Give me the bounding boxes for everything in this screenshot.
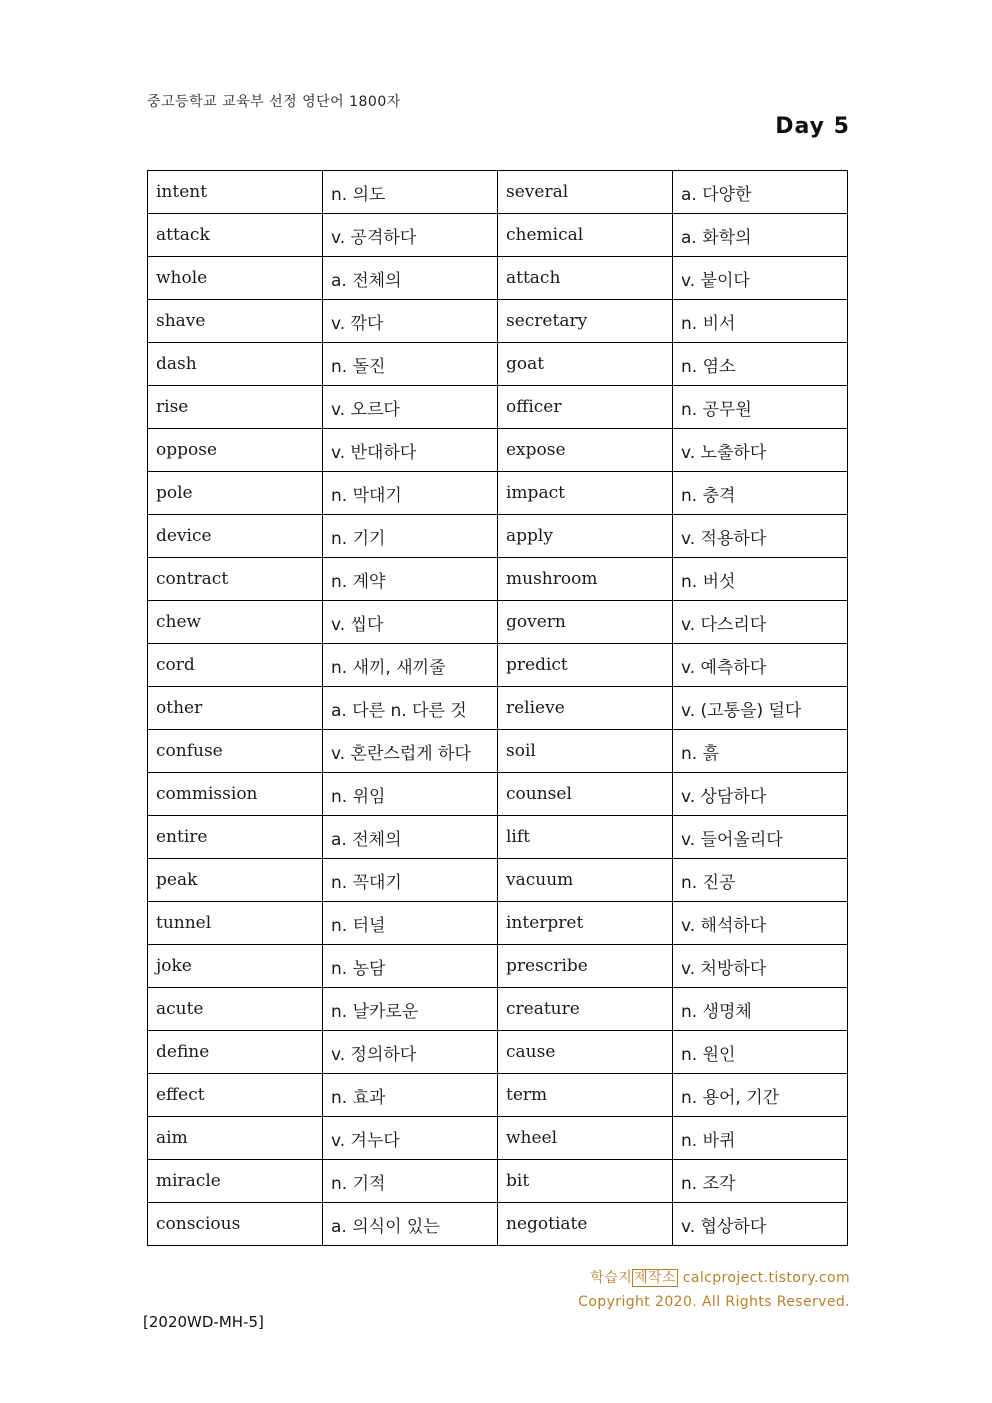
word-left: cord bbox=[148, 644, 323, 687]
brand-prefix: 학습지 bbox=[590, 1270, 633, 1286]
word-right: expose bbox=[498, 429, 673, 472]
word-right: cause bbox=[498, 1031, 673, 1074]
word-right: predict bbox=[498, 644, 673, 687]
table-row bbox=[148, 988, 848, 1031]
table-row bbox=[148, 515, 848, 558]
meaning-left: n. 기적 bbox=[323, 1160, 498, 1203]
word-left: other bbox=[148, 687, 323, 730]
table-row bbox=[148, 1074, 848, 1117]
table-row bbox=[148, 386, 848, 429]
table-row bbox=[148, 343, 848, 386]
word-right: several bbox=[498, 171, 673, 214]
meaning-right: n. 충격 bbox=[673, 472, 848, 515]
meaning-left: v. 씹다 bbox=[323, 601, 498, 644]
table-row bbox=[148, 300, 848, 343]
document-code: [2020WD-MH-5] bbox=[143, 1313, 264, 1331]
word-left: confuse bbox=[148, 730, 323, 773]
meaning-left: n. 막대기 bbox=[323, 472, 498, 515]
table-row bbox=[148, 816, 848, 859]
word-left: aim bbox=[148, 1117, 323, 1160]
word-right: secretary bbox=[498, 300, 673, 343]
word-left: shave bbox=[148, 300, 323, 343]
meaning-left: n. 계약 bbox=[323, 558, 498, 601]
table-row bbox=[148, 902, 848, 945]
meaning-right: v. 붙이다 bbox=[673, 257, 848, 300]
word-right: govern bbox=[498, 601, 673, 644]
word-right: wheel bbox=[498, 1117, 673, 1160]
meaning-right: v. 해석하다 bbox=[673, 902, 848, 945]
meaning-right: v. 협상하다 bbox=[673, 1203, 848, 1246]
meaning-left: n. 새끼, 새끼줄 bbox=[323, 644, 498, 687]
meaning-left: n. 의도 bbox=[323, 171, 498, 214]
table-row bbox=[148, 859, 848, 902]
word-right: counsel bbox=[498, 773, 673, 816]
word-left: conscious bbox=[148, 1203, 323, 1246]
meaning-right: n. 원인 bbox=[673, 1031, 848, 1074]
word-right: term bbox=[498, 1074, 673, 1117]
word-left: pole bbox=[148, 472, 323, 515]
meaning-right: v. (고통을) 덜다 bbox=[673, 687, 848, 730]
meaning-left: a. 다른 n. 다른 것 bbox=[323, 687, 498, 730]
brand-boxed: 제작소 bbox=[634, 1270, 676, 1286]
word-left: peak bbox=[148, 859, 323, 902]
word-left: chew bbox=[148, 601, 323, 644]
meaning-right: v. 다스리다 bbox=[673, 601, 848, 644]
word-left: joke bbox=[148, 945, 323, 988]
meaning-left: n. 터널 bbox=[323, 902, 498, 945]
word-right: creature bbox=[498, 988, 673, 1031]
meaning-right: v. 노출하다 bbox=[673, 429, 848, 472]
meaning-left: n. 위임 bbox=[323, 773, 498, 816]
word-left: intent bbox=[148, 171, 323, 214]
meaning-left: v. 깎다 bbox=[323, 300, 498, 343]
word-right: chemical bbox=[498, 214, 673, 257]
meaning-right: n. 염소 bbox=[673, 343, 848, 386]
meaning-right: n. 생명체 bbox=[673, 988, 848, 1031]
word-left: device bbox=[148, 515, 323, 558]
day-title: Day 5 bbox=[775, 114, 850, 139]
word-right: vacuum bbox=[498, 859, 673, 902]
table-row bbox=[148, 730, 848, 773]
meaning-right: v. 처방하다 bbox=[673, 945, 848, 988]
word-right: prescribe bbox=[498, 945, 673, 988]
meaning-left: a. 전체의 bbox=[323, 257, 498, 300]
meaning-right: v. 들어올리다 bbox=[673, 816, 848, 859]
word-left: entire bbox=[148, 816, 323, 859]
meaning-right: n. 조각 bbox=[673, 1160, 848, 1203]
word-left: define bbox=[148, 1031, 323, 1074]
meaning-right: n. 바퀴 bbox=[673, 1117, 848, 1160]
vocabulary-table-body bbox=[148, 171, 848, 1246]
table-row bbox=[148, 558, 848, 601]
table-row bbox=[148, 601, 848, 644]
meaning-right: n. 흙 bbox=[673, 730, 848, 773]
meaning-right: n. 공무원 bbox=[673, 386, 848, 429]
site-url: calcproject.tistory.com bbox=[682, 1270, 850, 1286]
table-row bbox=[148, 644, 848, 687]
meaning-right: a. 화학의 bbox=[673, 214, 848, 257]
vocabulary-table bbox=[147, 170, 848, 1246]
table-row bbox=[148, 687, 848, 730]
word-left: acute bbox=[148, 988, 323, 1031]
word-right: soil bbox=[498, 730, 673, 773]
word-right: goat bbox=[498, 343, 673, 386]
meaning-left: a. 의식이 있는 bbox=[323, 1203, 498, 1246]
table-row bbox=[148, 1031, 848, 1074]
meaning-left: v. 혼란스럽게 하다 bbox=[323, 730, 498, 773]
word-right: impact bbox=[498, 472, 673, 515]
word-right: apply bbox=[498, 515, 673, 558]
table-row bbox=[148, 171, 848, 214]
word-left: rise bbox=[148, 386, 323, 429]
word-right: interpret bbox=[498, 902, 673, 945]
meaning-left: n. 기기 bbox=[323, 515, 498, 558]
table-row bbox=[148, 1203, 848, 1246]
meaning-left: v. 공격하다 bbox=[323, 214, 498, 257]
meaning-right: n. 버섯 bbox=[673, 558, 848, 601]
meaning-left: n. 효과 bbox=[323, 1074, 498, 1117]
word-right: lift bbox=[498, 816, 673, 859]
word-right: attach bbox=[498, 257, 673, 300]
table-row bbox=[148, 945, 848, 988]
table-row bbox=[148, 257, 848, 300]
meaning-right: n. 비서 bbox=[673, 300, 848, 343]
meaning-left: n. 날카로운 bbox=[323, 988, 498, 1031]
meaning-right: v. 상담하다 bbox=[673, 773, 848, 816]
table-row bbox=[148, 1160, 848, 1203]
meaning-left: a. 전체의 bbox=[323, 816, 498, 859]
meaning-left: v. 겨누다 bbox=[323, 1117, 498, 1160]
word-right: relieve bbox=[498, 687, 673, 730]
word-right: bit bbox=[498, 1160, 673, 1203]
word-left: effect bbox=[148, 1074, 323, 1117]
meaning-left: v. 오르다 bbox=[323, 386, 498, 429]
word-right: negotiate bbox=[498, 1203, 673, 1246]
word-left: contract bbox=[148, 558, 323, 601]
word-left: attack bbox=[148, 214, 323, 257]
meaning-left: n. 농담 bbox=[323, 945, 498, 988]
meaning-right: n. 용어, 기간 bbox=[673, 1074, 848, 1117]
word-left: commission bbox=[148, 773, 323, 816]
copyright-text: Copyright 2020. All Rights Reserved. bbox=[578, 1294, 850, 1310]
word-left: oppose bbox=[148, 429, 323, 472]
page-subtitle: 중고등학교 교육부 선정 영단어 1800자 bbox=[147, 94, 401, 110]
table-row bbox=[148, 214, 848, 257]
meaning-left: n. 돌진 bbox=[323, 343, 498, 386]
meaning-left: v. 정의하다 bbox=[323, 1031, 498, 1074]
table-row bbox=[148, 1117, 848, 1160]
footer-credit bbox=[578, 1266, 850, 1314]
word-right: mushroom bbox=[498, 558, 673, 601]
meaning-left: n. 꼭대기 bbox=[323, 859, 498, 902]
meaning-right: v. 예측하다 bbox=[673, 644, 848, 687]
footer-brand-line bbox=[578, 1266, 850, 1290]
table-row bbox=[148, 429, 848, 472]
table-row bbox=[148, 773, 848, 816]
meaning-right: n. 진공 bbox=[673, 859, 848, 902]
meaning-right: a. 다양한 bbox=[673, 171, 848, 214]
word-left: tunnel bbox=[148, 902, 323, 945]
word-left: miracle bbox=[148, 1160, 323, 1203]
meaning-right: v. 적용하다 bbox=[673, 515, 848, 558]
word-right: officer bbox=[498, 386, 673, 429]
word-left: whole bbox=[148, 257, 323, 300]
word-left: dash bbox=[148, 343, 323, 386]
table-row bbox=[148, 472, 848, 515]
meaning-left: v. 반대하다 bbox=[323, 429, 498, 472]
